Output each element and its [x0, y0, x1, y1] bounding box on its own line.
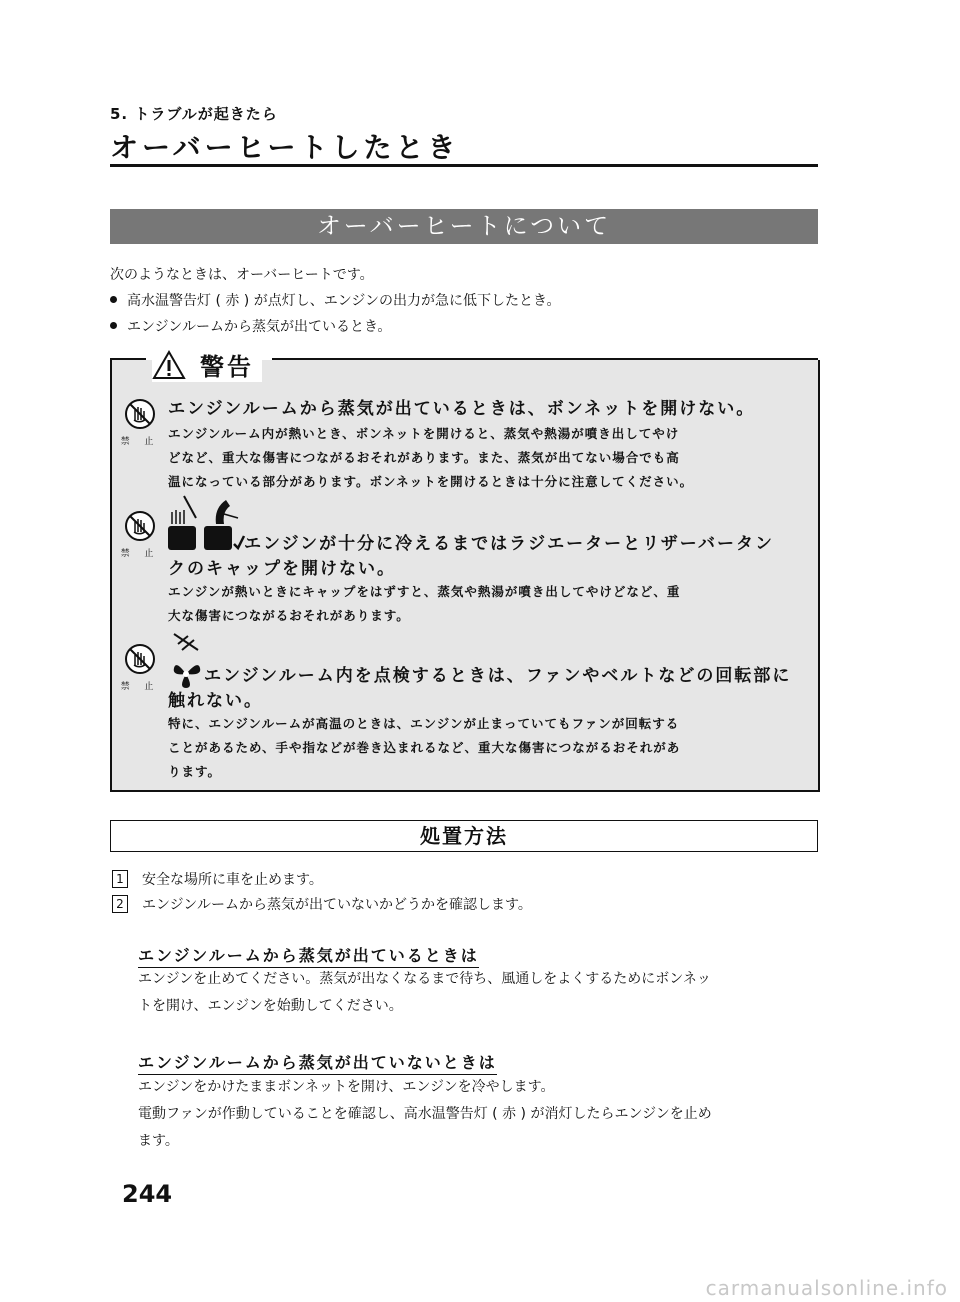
warning-body: 特に、エンジンルームが高温のときは、エンジンが止まっていてもファンが回転する ことがあるため、手や指などが巻き込まれるなど、重大な傷害につながるおそれがあ ります。	[168, 716, 681, 779]
intro-text: 次のようなときは、オーバーヒートです。	[110, 267, 374, 283]
no-touch-hand-icon	[124, 643, 156, 675]
no-touch-hand-icon	[124, 510, 156, 542]
procedure-heading: 処置方法	[110, 820, 818, 852]
warning-headline: エンジンルーム内を点検するときは、ファンやベルトなどの回転部に	[204, 666, 792, 686]
prohibit-mark: 禁 止	[120, 510, 160, 559]
case-text: エンジンを止めてください。蒸気が出なくなるまで待ち、風通しをよくするためにボンネッ トを開け、エンジンを始動してください。	[138, 971, 711, 1014]
bullet-icon	[110, 322, 117, 329]
case-heading: エンジンルームから蒸気が出ていないときは	[138, 1050, 497, 1075]
watermark: carmanualsonline.info	[705, 1276, 948, 1300]
step-number: 1	[112, 870, 128, 888]
warning-body: エンジンが熱いときにキャップをはずすと、蒸気や熱湯が噴き出してやけどなど、重 大な傷害につながるおそれがあります。	[168, 584, 681, 623]
warning-header	[152, 347, 262, 382]
case-heading: エンジンルームから蒸気が出ているときは	[138, 943, 479, 968]
warning-headline: エンジンが十分に冷えるまではラジエーターとリザーバータン	[244, 534, 774, 554]
prohibit-mark: 禁 止	[120, 643, 160, 692]
no-touch-hand-icon	[124, 398, 156, 430]
title-rule	[110, 164, 818, 167]
radiator-cap-icon	[166, 494, 246, 554]
step-item: 1 安全な場所に車を止めます。	[112, 869, 323, 889]
warning-headline: エンジンルームから蒸気が出ているときは、ボンネットを開けない。	[168, 399, 756, 419]
warning-triangle-icon	[152, 350, 186, 380]
warning-headline-cont: 触れない。	[168, 691, 263, 711]
chapter-label: 5. トラブルが起きたら	[110, 105, 278, 123]
page-title: オーバーヒートしたとき	[110, 131, 460, 164]
case-text: エンジンをかけたままボンネットを開け、エンジンを冷やします。 電動ファンが作動していることを確認し、高水温警告灯 ( 赤 ) が消灯したらエンジンを止め ます。	[138, 1079, 712, 1149]
step-item: 2 エンジンルームから蒸気が出ていないかどうかを確認します。	[112, 894, 532, 914]
bullet-item: エンジンルームから蒸気が出ているとき。	[110, 316, 391, 336]
warning-headline-cont: クのキャップを開けない。	[168, 559, 396, 579]
section-heading: オーバーヒートについて	[110, 209, 818, 244]
bullet-item: 高水温警告灯 ( 赤 ) が点灯し、エンジンの出力が急に低下したとき。	[110, 290, 560, 310]
step-number: 2	[112, 895, 128, 913]
bullet-icon	[110, 296, 117, 303]
fan-icon	[168, 630, 204, 690]
page-number: 244	[122, 1180, 173, 1208]
warning-label: 警告	[200, 353, 254, 381]
prohibit-mark: 禁 止	[120, 398, 160, 447]
warning-body: エンジンルーム内が熱いとき、ボンネットを開けると、蒸気や熱湯が噴き出してやけ どなど、重大な傷害につながるおそれがあります。また、蒸気が出てない場合でも高 温になっている部分があります。ボンネットを開けるときは十分に注意してください。	[168, 426, 694, 489]
